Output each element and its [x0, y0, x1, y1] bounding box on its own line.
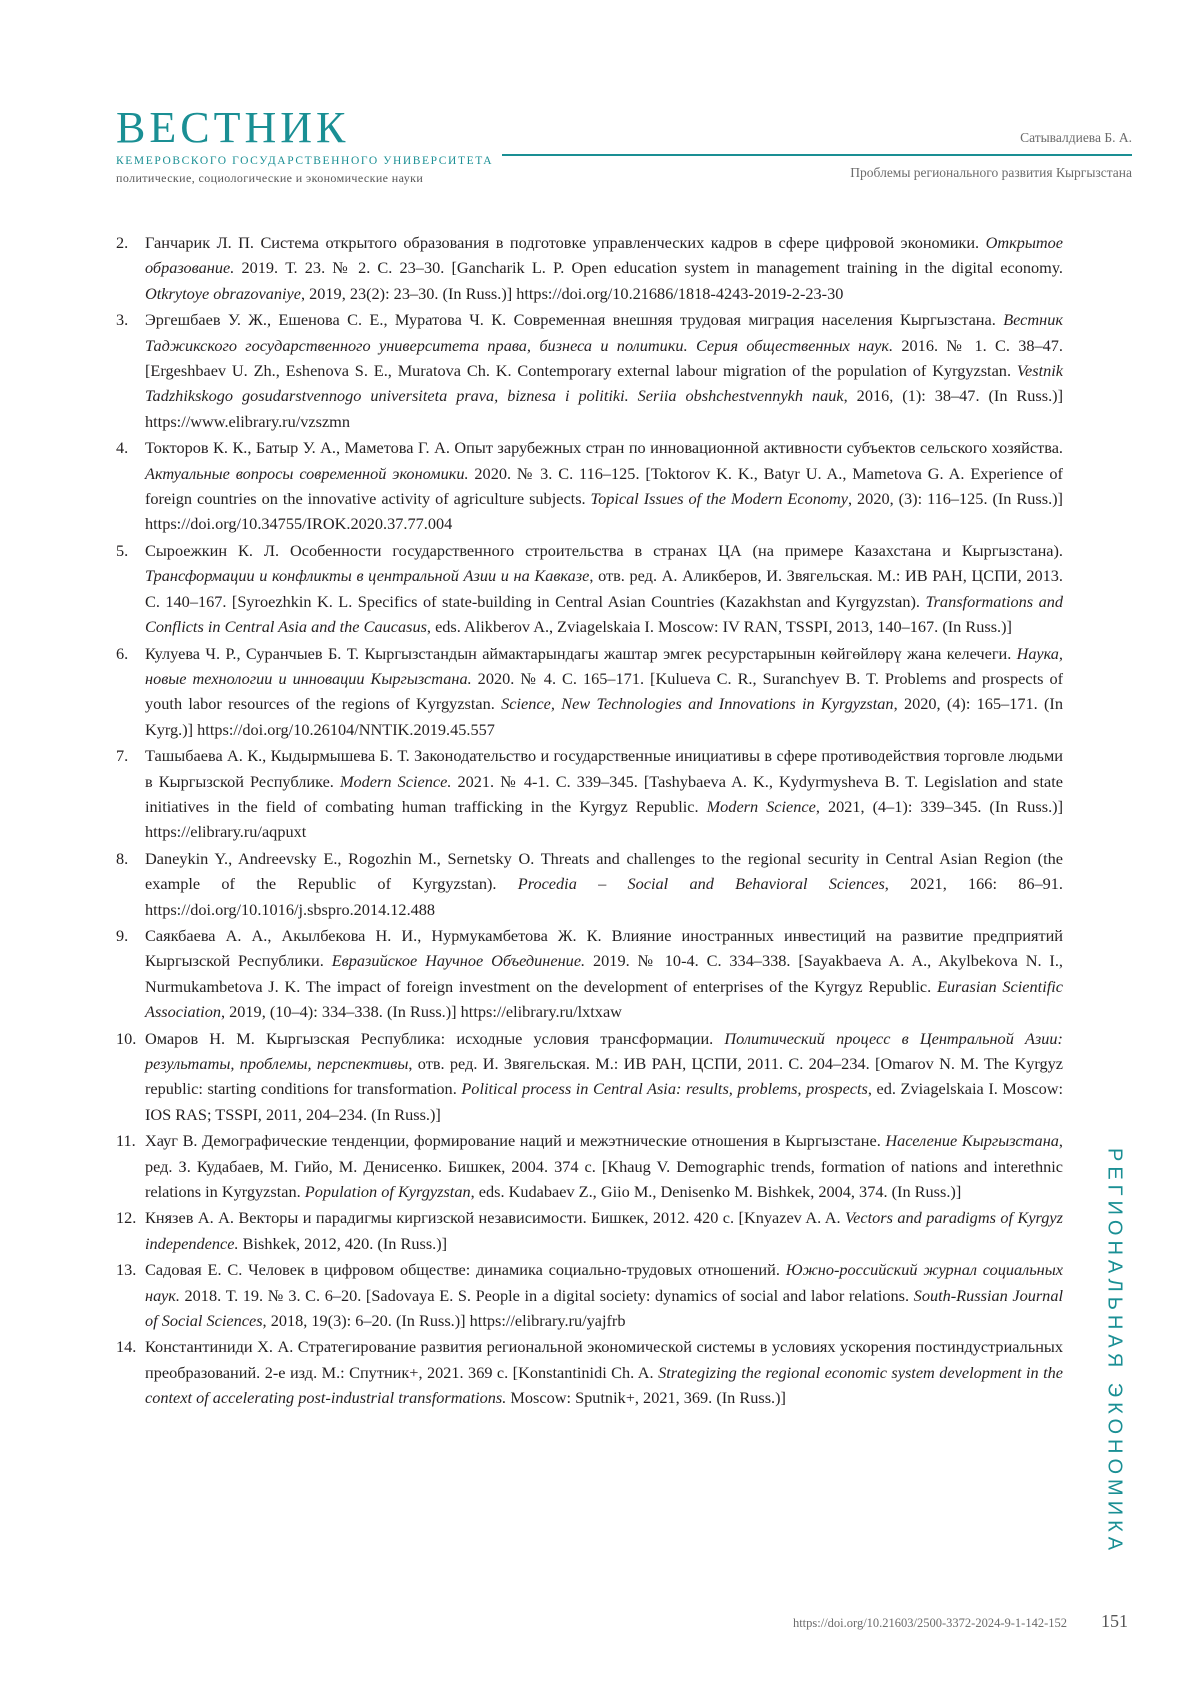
reference-source-title: South-Russian Journal of Social Sciences [145, 1286, 1063, 1330]
reference-text: Константиниди Х. А. Стратегирование развития региональной экономической системы в условиях ускорения постиндустриальных преобразований. 2-е изд. М.: Спутник+, 2021. 369 с. [Konstantinidi Ch. A. [145, 1337, 1063, 1381]
reference-text: , 2020, (4): 165–171. (In Kyrg.)] https://doi.org/10.26104/NNTIK.2019.45.557 [145, 694, 1063, 738]
reference-number: 2. [116, 230, 128, 255]
reference-item [116, 230, 1063, 306]
reference-text: , ред. З. Кудабаев, М. Гийо, М. Денисенко. Бишкек, 2004. 374 с. [Khaug V. Demographic trends, formation of nations and interethnic relations in Kyrgyzstan. [145, 1131, 1063, 1201]
reference-item [116, 1205, 1063, 1256]
reference-number: 6. [116, 641, 128, 666]
reference-source-title: Procedia – Social and Behavioral Sciences [518, 874, 885, 893]
running-header-author [512, 130, 1132, 146]
reference-source-title: Otkrytoye obrazovaniye [145, 284, 301, 303]
reference-text: Омаров Н. М. Кыргызская Республика: исходные условия трансформации. [145, 1029, 724, 1048]
reference-text: Эргешбаев У. Ж., Ешенова С. Е., Муратова Ч. К. Современная внешняя трудовая миграция населения Кыргызстана. [145, 310, 1003, 329]
reference-text: 2019. Т. 23. № 2. С. 23–30. [Gancharik L. P. Open education system in management training in the digital economy. [234, 258, 1063, 277]
reference-text: , eds. Kudabaev Z., Giio M., Denisenko M. Bishkek, 2004, 374. (In Russ.)] [471, 1182, 962, 1201]
reference-text: Садовая Е. С. Человек в цифровом обществе: динамика социально-трудовых отношений. [145, 1260, 786, 1279]
reference-item [116, 846, 1063, 922]
reference-source-title: Трансформации и конфликты в центральной Азии и на Кавказе [145, 566, 589, 585]
reference-text: , ed. Zviagelskaia I. Moscow: IOS RAS; TSSPI, 2011, 204–234. (In Russ.)] [145, 1079, 1063, 1123]
reference-text: Саякбаева А. А., Акылбекова Н. И., Нурмукамбетова Ж. К. Влияние иностранных инвестиций на развитие предприятий Кыргызской Республики. [145, 926, 1063, 970]
reference-text: Токторов К. К., Батыр У. А., Маметова Г. А. Опыт зарубежных стран по инновационной активности субъектов сельского хозяйства. [145, 438, 1063, 457]
reference-item [116, 307, 1063, 434]
reference-number: 9. [116, 923, 128, 948]
reference-source-title: Евразийское Научное Объединение. [332, 951, 585, 970]
section-label [1090, 1148, 1138, 1588]
reference-source-title: Eurasian Scientific Association [145, 977, 1063, 1021]
reference-number: 4. [116, 435, 128, 460]
reference-item [116, 538, 1063, 640]
reference-text: Князев А. А. Векторы и парадигмы киргизской независимости. Бишкек, 2012. 420 с. [Knyazev A. A. [145, 1208, 845, 1227]
journal-series: политические, социологические и экономические науки [116, 171, 496, 185]
reference-text: Moscow: Sputnik+, 2021, 369. (In Russ.)] [506, 1388, 786, 1407]
reference-source-title: Science, New Technologies and Innovations in Kyrgyzstan [501, 694, 893, 713]
reference-number: 12. [116, 1205, 136, 1230]
author-name: Сатывалдиева Б. А. [512, 130, 1132, 146]
journal-masthead [116, 106, 496, 185]
reference-text: Ганчарик Л. П. Система открытого образования в подготовке управленческих кадров в сфере цифровой экономики. [145, 233, 986, 252]
journal-subtitle: КЕМЕРОВСКОГО ГОСУДАРСТВЕННОГО УНИВЕРСИТЕТА [116, 154, 496, 168]
reference-item [116, 1128, 1063, 1204]
reference-text: Daneykin Y., Andreevsky E., Rogozhin M., Sernetsky O. Threats and challenges to the regional security in Central Asian Region (the example of the Republic of Kyrgyzstan). [145, 849, 1063, 893]
reference-source-title: Transformations and Conflicts in Central Asia and the Caucasus [145, 592, 1063, 636]
reference-text: , 2019, (10–4): 334–338. (In Russ.)] https://elibrary.ru/lxtxaw [221, 1002, 622, 1021]
reference-source-title: Population of Kyrgyzstan [305, 1182, 471, 1201]
reference-text: , 2019, 23(2): 23–30. (In Russ.)] https://doi.org/10.21686/1818-4243-2019-2-23-30 [301, 284, 843, 303]
reference-source-title: Вестник Таджикского государственного университета права, бизнеса и политики. Серия общественных наук. [145, 310, 1063, 354]
reference-text: 2019. № 10-4. С. 334–338. [Sayakbaeva A. A., Akylbekova N. I., Nurmukambetova J. K. The impact of foreign investment on the development of enterprises of the Kyrgyz Republic. [145, 951, 1063, 995]
reference-text: Сыроежкин К. Л. Особенности государственного строительства в странах ЦА (на примере Казахстана и Кыргызстана). [145, 541, 1063, 560]
reference-item [116, 923, 1063, 1025]
reference-source-title: Актуальные вопросы современной экономики. [145, 464, 469, 483]
reference-text: Ташыбаева А. К., Кыдырмышева Б. Т. Законодательство и государственные инициативы в сфере противодействия торговле людьми в Кыргызской Республике. [145, 746, 1063, 790]
reference-item [116, 1026, 1063, 1128]
reference-number: 14. [116, 1334, 136, 1359]
reference-text: 2016. № 1. С. 38–47. [Ergeshbaev U. Zh., Eshenova S. E., Muratova Ch. K. Contemporary external labour migration of the population of Kyrgyzstan. [145, 336, 1063, 380]
reference-text: 2020. № 3. С. 116–125. [Toktorov K. K., Batyr U. A., Mametova G. A. Experience of foreign countries on the innovative activity of agriculture subjects. [145, 464, 1063, 508]
running-article-title: Проблемы регионального развития Кыргызстана [850, 165, 1132, 181]
reference-number: 11. [116, 1128, 136, 1153]
reference-source-title: Political process in Central Asia: results, problems, prospects [461, 1079, 868, 1098]
reference-text: 2021. № 4-1. С. 339–345. [Tashybaeva A. K., Kydyrmysheva B. T. Legislation and state initiatives in the field of combating human trafficking in the Kyrgyz Republic. [145, 772, 1063, 816]
reference-text: , отв. ред. И. Звягельская. М.: ИВ РАН, ЦСПИ, 2011. С. 204–234. [Omarov N. M. The Kyrgyz republic: starting conditions for transformation. [145, 1054, 1063, 1098]
header-divider [502, 154, 1132, 156]
reference-source-title: Открытое образование. [145, 233, 1063, 277]
reference-item [116, 743, 1063, 845]
reference-number: 5. [116, 538, 128, 563]
reference-text: , 2016, (1): 38–47. (In Russ.)] https://www.elibrary.ru/vzszmn [145, 386, 1063, 430]
reference-source-title: Политический процесс в Центральной Азии: результаты, проблемы, перспективы [145, 1029, 1063, 1073]
reference-text: Хауг В. Демографические тенденции, формирование наций и межэтнические отношения в Кыргызстане. [145, 1131, 885, 1150]
reference-text: , 2021, (4–1): 339–345. (In Russ.)] https://elibrary.ru/aqpuxt [145, 797, 1063, 841]
footer-doi[interactable]: https://doi.org/10.21603/2500-3372-2024-9-1-142-152 [793, 1616, 1067, 1631]
reference-source-title: Южно-российский журнал социальных наук. [145, 1260, 1063, 1304]
reference-number: 13. [116, 1257, 136, 1282]
reference-text: , 2021, 166: 86–91. https://doi.org/10.1016/j.sbspro.2014.12.488 [145, 874, 1063, 918]
section-label-text: РЕГИОНАЛЬНАЯ ЭКОНОМИКА [1103, 1148, 1126, 1555]
reference-text: , eds. Alikberov A., Zviagelskaia I. Moscow: IV RAN, TSSPI, 2013, 140–167. (In Russ.)] [427, 617, 1012, 636]
reference-text: , 2018, 19(3): 6–20. (In Russ.)] https://elibrary.ru/yajfrb [263, 1311, 626, 1330]
reference-list [116, 230, 1063, 1412]
reference-number: 10. [116, 1026, 136, 1051]
reference-number: 3. [116, 307, 128, 332]
reference-source-title: Vectors and paradigms of Kyrgyz independence. [145, 1208, 1063, 1252]
reference-number: 7. [116, 743, 128, 768]
journal-title: ВЕСТНИК [116, 106, 496, 150]
reference-source-title: Modern Science [707, 797, 816, 816]
reference-item [116, 1257, 1063, 1333]
reference-text: , отв. ред. А. Аликберов, И. Звягельская. М.: ИВ РАН, ЦСПИ, 2013. С. 140–167. [Syroezhkin K. L. Specifics of state-building in Central Asian Countries (Kazakhstan and Kyrgyzstan). [145, 566, 1063, 610]
reference-text: 2020. № 4. С. 165–171. [Kulueva C. R., Suranchyev B. T. Problems and prospects of youth labor resources of the regions of Kyrgyzstan. [145, 669, 1063, 713]
reference-text: , 2020, (3): 116–125. (In Russ.)] https://doi.org/10.34755/IROK.2020.37.77.004 [145, 489, 1063, 533]
reference-item [116, 1334, 1063, 1410]
reference-source-title: Население Кыргызстана [885, 1131, 1059, 1150]
reference-text: Кулуева Ч. Р., Суранчыев Б. Т. Кыргызстандын аймактарындагы жаштар эмгек ресурстарынын көйгөйлөрү жана келечеги. [145, 644, 1017, 663]
reference-source-title: Topical Issues of the Modern Economy [591, 489, 848, 508]
reference-source-title: Modern Science. [340, 772, 451, 791]
reference-number: 8. [116, 846, 128, 871]
reference-text: 2018. Т. 19. № 3. С. 6–20. [Sadovaya E. S. People in a digital society: dynamics of social and labor relations. [180, 1286, 914, 1305]
reference-text: Bishkek, 2012, 420. (In Russ.)] [239, 1234, 447, 1253]
reference-source-title: Наука, новые технологии и инновации Кыргызстана. [145, 644, 1063, 688]
reference-item [116, 435, 1063, 537]
reference-source-title: Strategizing the regional economic system development in the context of accelerating post-industrial transformations. [145, 1363, 1063, 1407]
page-number: 151 [1101, 1611, 1128, 1632]
reference-item [116, 641, 1063, 743]
reference-source-title: Vestnik Tadzhikskogo gosudarstvennogo universiteta prava, biznesa i politiki. Seriia obshchestvennykh nauk [145, 361, 1063, 405]
